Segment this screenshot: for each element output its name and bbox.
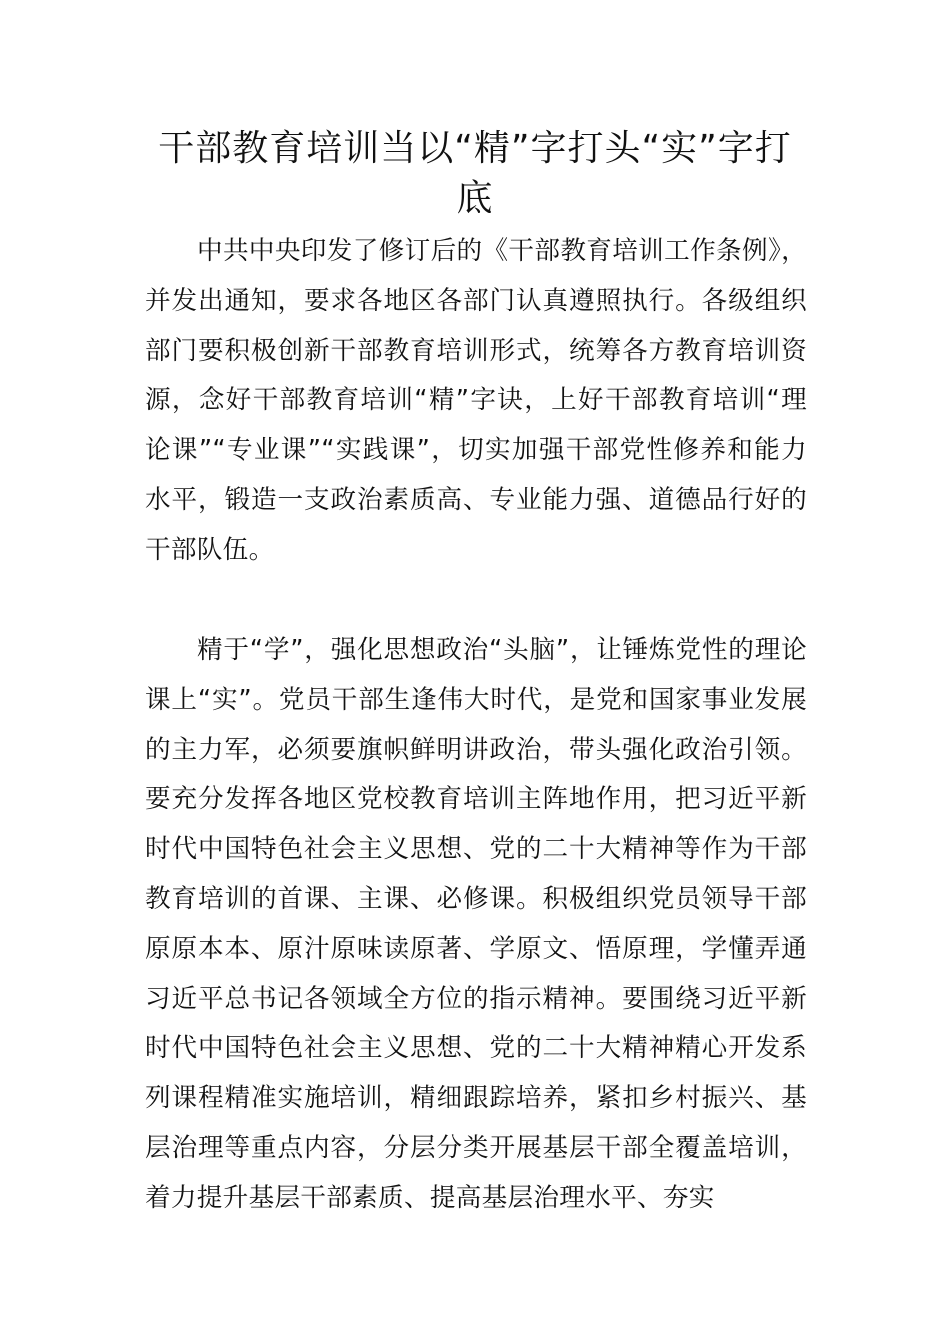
paragraph-study: 精于“学”，强化思想政治“头脑”，让锤炼党性的理论课上“实”。党员干部生逢伟大时代，是党和国家事业发展的主力军，必须要旗帜鲜明讲政治，带头强化政治引领。要充分发挥各地区党校教育培训主阵地作用，把习近平新时代中国特色社会主义思想、党的二十大精神等作为干部教育培训的首课、主课、必修课。积极组织党员领导干部原原本本、原汁原味读原著、学原文、悟原理，学懂弄通习近平总书记各领域全方位的指示精神。要围绕习近平新时代中国特色社会主义思想、党的二十大精神精心开发系列课程精准实施培训，精细跟踪培养，紧扣乡村振兴、基层治理等重点内容，分层分类开展基层干部全覆盖培训，着力提升基层干部素质、提高基层治理水平、夯实 bbox=[145, 635, 807, 1213]
paragraph-intro: 中共中央印发了修订后的《干部教育培训工作条例》，并发出通知，要求各地区各部门认真遵照执行。各级组织部门要积极创新干部教育培训形式，统筹各方教育培训资源，念好干部教育培训“精”字诀，上好干部教育培训“理论课”“专业课”“实践课”，切实加强干部党性修养和能力水平，锻造一支政治素质高、专业能力强、道德品行好的干部队伍。 bbox=[145, 236, 807, 565]
document-title: 干部教育培训当以“精”字打头“实”字打底 bbox=[158, 128, 792, 219]
